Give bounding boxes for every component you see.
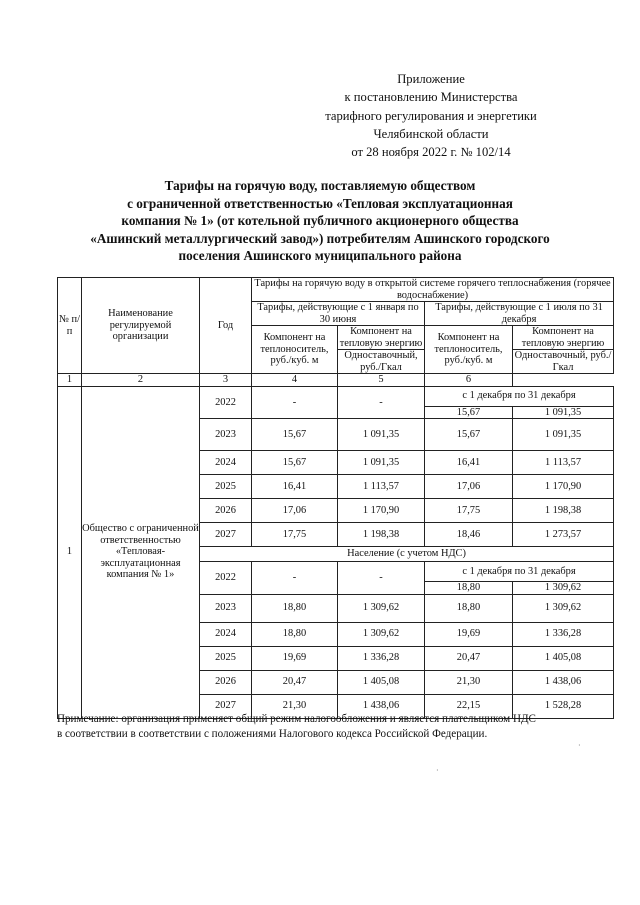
scan-speck: · (578, 741, 581, 750)
col-number: 3 (200, 374, 252, 387)
energy1-cell: - (338, 386, 425, 419)
tariff-table (57, 277, 614, 719)
note-line: Примечание: организация применяет общий режим налогообложения и является плательщиком НДС (57, 713, 536, 725)
carrier1-cell: 18,80 (252, 594, 338, 622)
carrier1-cell: 17,75 (252, 523, 338, 547)
scan-speck: · (436, 766, 439, 775)
carrier2-cell: 20,47 (425, 646, 513, 670)
carrier1-cell: 17,06 (252, 499, 338, 523)
carrier2-cell: 18,80 (425, 582, 513, 595)
energy1-cell: 1 091,35 (338, 419, 425, 451)
header-carrier1: Компонент на теплоноситель, руб./куб. м (252, 326, 338, 374)
carrier2-cell: 18,80 (425, 594, 513, 622)
header-period2: Тарифы, действующие с 1 июля по 31 декабря (425, 302, 614, 326)
population-label: Население (с учетом НДС) (200, 547, 614, 562)
footnote (57, 712, 613, 743)
table-row (58, 386, 614, 406)
header-org: Наименование регулируемой организации (82, 278, 200, 374)
col-number: 2 (82, 374, 200, 387)
energy2-cell: 1 309,62 (513, 594, 614, 622)
year-cell: 2022 (200, 562, 252, 595)
energy2-cell: 1 309,62 (513, 582, 614, 595)
header-energy2-sub: Одноставочный, руб./Гкал (513, 350, 614, 374)
carrier1-cell: 16,41 (252, 475, 338, 499)
energy2-cell: 1 528,28 (513, 694, 614, 718)
energy2-cell: 1 198,38 (513, 499, 614, 523)
energy1-cell: - (338, 562, 425, 595)
org-name: Общество с ограниченной ответственностью «Тепловая-эксплуатационная компания № 1» (82, 386, 200, 718)
carrier1-cell: 15,67 (252, 419, 338, 451)
carrier2-cell: 17,75 (425, 499, 513, 523)
col-number: 1 (58, 374, 82, 387)
energy2-cell: 1 405,08 (513, 646, 614, 670)
energy1-cell: 1 336,28 (338, 646, 425, 670)
col-number: 4 (252, 374, 338, 387)
title-line: компания № 1» (от котельной публичного акционерного общества (121, 213, 519, 229)
energy1-cell: 1 405,08 (338, 670, 425, 694)
energy1-cell: 1 198,38 (338, 523, 425, 547)
energy2-cell: 1 170,90 (513, 475, 614, 499)
carrier2-cell: 18,46 (425, 523, 513, 547)
year-cell: 2027 (200, 523, 252, 547)
header-period1: Тарифы, действующие с 1 января по 30 июня (252, 302, 425, 326)
energy1-cell: 1 309,62 (338, 594, 425, 622)
title-line: «Ашинский металлургический завод») потребителям Ашинского городского (90, 230, 550, 246)
appendix-line: тарифного регулирования и энергетики (325, 108, 537, 123)
energy2-cell: 1 091,35 (513, 406, 614, 419)
col-number: 6 (425, 374, 513, 387)
header-group: Тарифы на горячую воду в открытой системе горячего теплоснабжения (горячее водоснабжение) (252, 278, 614, 302)
year-cell: 2023 (200, 419, 252, 451)
energy1-cell: 1 438,06 (338, 694, 425, 718)
carrier2-cell: 15,67 (425, 406, 513, 419)
year-cell: 2026 (200, 670, 252, 694)
carrier2-cell: 16,41 (425, 451, 513, 475)
header-energy1: Компонент на тепловую энергию (338, 326, 425, 350)
carrier2-cell: 19,69 (425, 622, 513, 646)
energy2-cell: 1 336,28 (513, 622, 614, 646)
energy2-cell: 1 091,35 (513, 419, 614, 451)
carrier1-cell: 15,67 (252, 451, 338, 475)
energy1-cell: 1 113,57 (338, 475, 425, 499)
year-cell: 2025 (200, 646, 252, 670)
title-line: с ограниченной ответственностью «Тепловая эксплуатационная (127, 195, 513, 211)
special-period: с 1 декабря по 31 декабря (425, 562, 614, 582)
energy1-cell: 1 309,62 (338, 622, 425, 646)
special-period: с 1 декабря по 31 декабря (425, 386, 614, 406)
header-carrier2: Компонент на теплоноситель, руб./куб. м (425, 326, 513, 374)
appendix-line: к постановлению Министерства (344, 90, 518, 105)
col-number: 5 (338, 374, 425, 387)
carrier2-cell: 21,30 (425, 670, 513, 694)
year-cell: 2022 (200, 386, 252, 419)
carrier1-cell: 18,80 (252, 622, 338, 646)
appendix-line: от 28 ноября 2022 г. № 102/14 (351, 145, 511, 160)
header-energy2: Компонент на тепловую энергию (513, 326, 614, 350)
year-cell: 2027 (200, 694, 252, 718)
year-cell: 2025 (200, 475, 252, 499)
energy2-cell: 1 113,57 (513, 451, 614, 475)
header-year: Год (200, 278, 252, 374)
header-num: № п/п (58, 278, 82, 374)
carrier1-cell: 19,69 (252, 646, 338, 670)
year-cell: 2024 (200, 451, 252, 475)
year-cell: 2024 (200, 622, 252, 646)
title-line: Тарифы на горячую воду, поставляемую обществом (164, 178, 476, 193)
year-cell: 2026 (200, 499, 252, 523)
note-line: в соответствии в соответствии с положениями Налогового кодекса Российской Федерации. (57, 728, 488, 741)
carrier1-cell: - (252, 562, 338, 595)
year-cell: 2023 (200, 594, 252, 622)
carrier2-cell: 17,06 (425, 475, 513, 499)
appendix-line: Приложение (397, 72, 465, 86)
document-title (40, 177, 600, 265)
carrier1-cell: 20,47 (252, 670, 338, 694)
appendix-block (300, 70, 562, 161)
energy2-cell: 1 273,57 (513, 523, 614, 547)
energy1-cell: 1 091,35 (338, 451, 425, 475)
carrier1-cell: 21,30 (252, 694, 338, 718)
carrier2-cell: 15,67 (425, 419, 513, 451)
energy1-cell: 1 170,90 (338, 499, 425, 523)
header-energy1-sub: Одноставочный, руб./Гкал (338, 350, 425, 374)
carrier1-cell: - (252, 386, 338, 419)
carrier2-cell: 22,15 (425, 694, 513, 718)
appendix-line: Челябинской области (373, 126, 489, 141)
row-number: 1 (58, 386, 82, 718)
title-line: поселения Ашинского муниципального района (178, 248, 462, 264)
energy2-cell: 1 438,06 (513, 670, 614, 694)
